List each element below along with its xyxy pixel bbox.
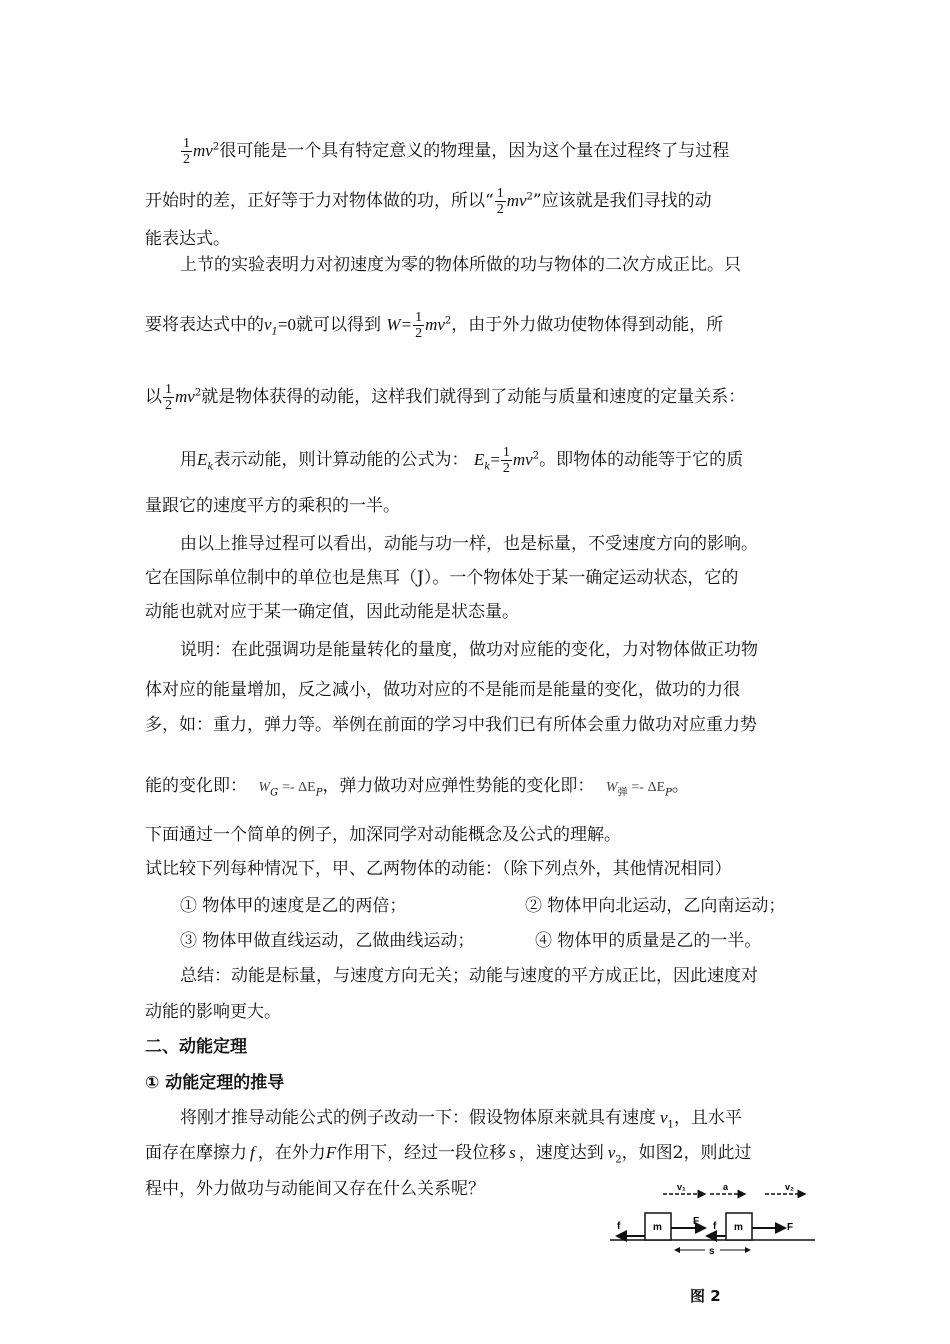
para2-line2: 要将表达式中的$v_1=0$就可以得到 W= $\frac{1}{2}$ $mv^2$，由于外力做功使物体得到动能，所 [145, 310, 724, 341]
block-initial-mass: m [653, 1222, 662, 1233]
para6-line2: 面存在摩擦力 f ，在外力F作用下，经过一段位移 s ，速度达到 $v_2$，如图2，则此过 [145, 1143, 752, 1166]
para4-line2: 它在国际单位制中的单位也是焦耳（J）。一个物体处于某一确定运动状态，它的 [145, 568, 739, 588]
summary-line1: 总结：动能是标量，与速度方向无关；动能与速度的平方成正比，因此速度对 [180, 966, 758, 986]
summary-line2: 动能的影响更大。 [145, 1002, 281, 1022]
example-question: 试比较下列每种情况下，甲、乙两物体的动能：（除下列点外，其他情况相同） [145, 859, 732, 879]
example-item-3: ③ 物体甲做直线运动，乙做曲线运动； [180, 931, 475, 951]
force-label-2: F [787, 1222, 794, 1233]
para5-line4: 能的变化即： $W_G =- \Delta E_P$，弹力做功对应弹性势能的变化即： $W_弹 =- \Delta E_P$。 [145, 776, 689, 799]
para6-line3: 程中，外力做功与动能间又存在什么关系呢？ [145, 1179, 485, 1199]
para1-line2: 开始时的差，正好等于力对物体做的功，所以“ $\frac{1}{2}$ $mv^2$”应该就是我们寻找的动 [145, 186, 712, 217]
para4-line3: 动能也就对应于某一确定值，因此动能是状态量。 [145, 602, 519, 622]
para6-line1: 将刚才推导动能公式的例子改动一下：假设物体原来就具有速度 $v_1$，且水平 [180, 1108, 742, 1131]
example-item-2: ② 物体甲向北运动，乙向南运动； [525, 896, 786, 916]
fraction-half: $\frac{1}{2}$ [183, 136, 190, 167]
para4-line1: 由以上推导过程可以看出，动能与功一样，也是标量，不受速度方向的影响。 [180, 534, 758, 554]
subsection-heading: ① 动能定理的推导 [145, 1073, 285, 1093]
figure-caption: 图 2 [690, 1287, 721, 1305]
friction-label-2: f [713, 1221, 717, 1232]
para1-line3: 能表达式。 [145, 229, 230, 249]
example-item-1: ① 物体甲的速度是乙的两倍； [180, 896, 407, 916]
para3-line1: 用$E_k$表示动能，则计算动能的公式为： $E_k=$ $\frac{1}{2}$ $mv^2$。即物体的动能等于它的质 [180, 445, 744, 476]
block-final-mass: m [734, 1222, 743, 1233]
a-label: a [723, 1182, 729, 1192]
displacement-label: s [709, 1246, 715, 1257]
section-heading: 二、动能定理 [145, 1037, 247, 1057]
para3-line2: 量跟它的速度平方的乘积的一半。 [145, 496, 400, 516]
para2-line3: 以 $\frac{1}{2}$ $mv^2$就是物体获得的动能，这样我们就得到了动能与质量和速度的定量关系： [145, 382, 746, 413]
friction-label-1: f [617, 1221, 621, 1232]
para5-line3: 多，如：重力，弹力等。举例在前面的学习中我们已有所体会重力做功对应重力势 [145, 715, 757, 735]
para1-line1: $\frac{1}{2}$ $mv^2$很可能是一个具有特定意义的物理量，因为这个量在过程终了与过程 [183, 136, 730, 167]
para5-line2: 体对应的能量增加，反之减小，做功对应的不是能而是能量的变化，做功的力很 [145, 680, 740, 700]
example-item-4: ④ 物体甲的质量是乙的一半。 [535, 931, 762, 951]
v1-label: v₁ [677, 1182, 686, 1192]
para2-line1: 上节的实验表明力对初速度为零的物体所做的功与物体的二次方成正比。只 [180, 255, 741, 275]
para5-line1: 说明：在此强调功是能量转化的量度，做功对应能的变化，力对物体做正功物 [180, 640, 758, 660]
figure-2-diagram [605, 1180, 820, 1260]
force-label-1: F [693, 1216, 700, 1227]
v2-label: v₂ [785, 1182, 795, 1192]
example-intro: 下面通过一个简单的例子，加深同学对动能概念及公式的理解。 [145, 825, 621, 845]
